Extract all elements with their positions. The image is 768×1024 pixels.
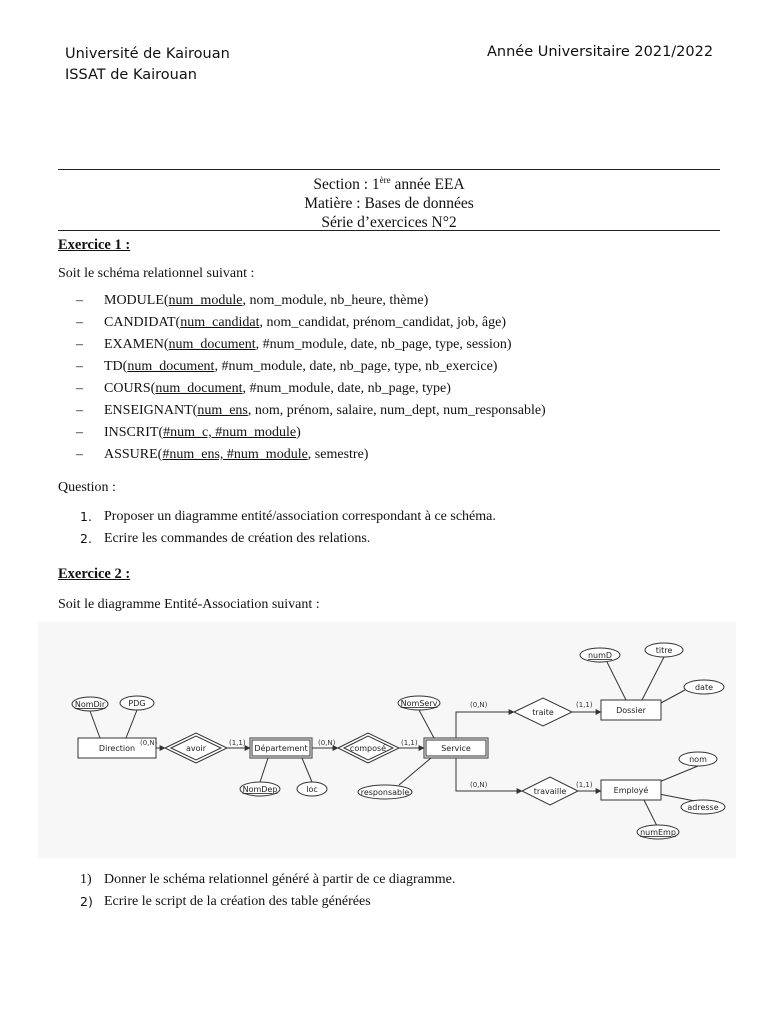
- primary-key: num_module: [168, 293, 243, 308]
- primary-key: num_ens: [197, 403, 248, 418]
- attribute-numd: [580, 648, 620, 662]
- entity-employe: [601, 780, 661, 800]
- exercise2-title: Exercice 2 :: [58, 566, 131, 582]
- list-item: – TD(num_document, #num_module, date, nb_page, type, nb_exercice): [58, 356, 546, 378]
- list-item: – ENSEIGNANT(num_ens, nom, prénom, salaire, num_dept, num_responsable): [58, 400, 546, 422]
- svg-text:loc: loc: [306, 785, 318, 794]
- svg-text:Employé: Employé: [613, 786, 649, 795]
- cardinality-label: (1,1): [576, 701, 593, 709]
- dash-bullet: –: [76, 337, 83, 352]
- list-item: 2) Ecrire le script de la création des table générées: [58, 891, 455, 913]
- question-number: 1.: [80, 509, 92, 524]
- svg-text:responsable: responsable: [360, 788, 410, 797]
- svg-text:NomServ: NomServ: [400, 699, 438, 708]
- question-number: 2.: [80, 531, 92, 546]
- exercise2-intro: Soit le diagramme Entité-Association suivant :: [58, 597, 320, 612]
- list-item: 1) Donner le schéma relationnel généré à partir de ce diagramme.: [58, 869, 455, 891]
- exercise1-title: Exercice 1 :: [58, 237, 131, 253]
- attribute-titre: [645, 643, 683, 657]
- academic-year: Année Universitaire 2021/2022: [487, 44, 714, 60]
- list-item: – COURS(num_document, #num_module, date, nb_page, type): [58, 378, 546, 400]
- svg-text:titre: titre: [655, 646, 673, 655]
- entity-dossier: [601, 700, 661, 720]
- cardinality-label: (1,1): [576, 781, 593, 789]
- title-block: [58, 171, 720, 232]
- list-item: 2. Ecrire les commandes de création des relations.: [58, 528, 496, 550]
- svg-text:numD: numD: [587, 651, 613, 660]
- er-diagram: [38, 622, 736, 858]
- question-number: 2): [80, 894, 93, 909]
- svg-text:nom: nom: [689, 755, 707, 764]
- attribute-nom: [679, 752, 717, 766]
- cardinality-label: (0,N): [318, 739, 336, 747]
- section-line: Section : 1ère année EEA: [313, 175, 465, 194]
- svg-text:Direction: Direction: [98, 744, 136, 753]
- dash-bullet: –: [76, 359, 83, 374]
- relation-list: [58, 290, 546, 466]
- cardinality-label: (0,N): [470, 781, 488, 789]
- attribute-date: [684, 680, 724, 694]
- svg-text:traite: traite: [532, 708, 554, 717]
- top-rule: [58, 169, 720, 170]
- svg-text:Service: Service: [441, 744, 471, 753]
- section-sup: ère: [379, 175, 391, 185]
- attribute-adresse: [681, 800, 725, 814]
- svg-text:composé: composé: [349, 744, 387, 753]
- svg-text:numEmp: numEmp: [640, 828, 676, 837]
- svg-text:avoir: avoir: [185, 744, 207, 753]
- exercise2-questions: [58, 869, 455, 913]
- list-item: 1. Proposer un diagramme entité/association correspondant à ce schéma.: [58, 506, 496, 528]
- association-traite: [514, 698, 572, 726]
- bottom-rule: [58, 230, 720, 231]
- primary-key: num_document: [168, 337, 256, 352]
- institute-name: ISSAT de Kairouan: [65, 67, 197, 83]
- svg-text:PDG: PDG: [128, 699, 146, 708]
- exercise1-questions: [58, 506, 496, 550]
- attribute-nomdep: [240, 782, 280, 796]
- university-name: Université de Kairouan: [65, 46, 230, 62]
- dash-bullet: –: [76, 381, 83, 396]
- series-line: Série d’exercices N°2: [321, 214, 457, 232]
- primary-key: #num_ens, #num_module: [162, 447, 308, 462]
- svg-text:NomDir: NomDir: [74, 700, 106, 709]
- cardinality-label: (0,N): [470, 701, 488, 709]
- primary-key: num_candidat: [180, 315, 260, 330]
- entity-service: [424, 738, 488, 758]
- association-travaille: [522, 777, 578, 805]
- question-label: Question :: [58, 480, 116, 495]
- primary-key: num_document: [155, 381, 243, 396]
- dash-bullet: –: [76, 447, 83, 462]
- attribute-nomdir: [72, 697, 108, 711]
- attribute-loc: [297, 782, 327, 796]
- entity-departement: [250, 738, 312, 758]
- list-item: – EXAMEN(num_document, #num_module, date, nb_page, type, session): [58, 334, 546, 356]
- dash-bullet: –: [76, 315, 83, 330]
- dash-bullet: –: [76, 293, 83, 308]
- subject-line: Matière : Bases de données: [304, 195, 474, 213]
- dash-bullet: –: [76, 425, 83, 440]
- svg-text:adresse: adresse: [687, 803, 719, 812]
- svg-text:Dossier: Dossier: [616, 706, 646, 715]
- list-item: – INSCRIT(#num_c, #num_module): [58, 422, 546, 444]
- association-avoir: [165, 733, 227, 763]
- list-item: – CANDIDAT(num_candidat, nom_candidat, prénom_candidat, job, âge): [58, 312, 546, 334]
- question-number: 1): [80, 872, 92, 887]
- cardinality-label: (0,N): [140, 739, 158, 747]
- svg-text:NomDep: NomDep: [242, 785, 278, 794]
- header-left: [65, 44, 230, 86]
- cardinality-label: (1,1): [229, 739, 246, 747]
- cardinality-label: (1,1): [401, 739, 418, 747]
- list-item: – MODULE(num_module, nom_module, nb_heure, thème): [58, 290, 546, 312]
- attribute-numemp: [637, 825, 679, 839]
- association-compose: [338, 733, 399, 763]
- exercise1-intro: Soit le schéma relationnel suivant :: [58, 266, 255, 281]
- svg-text:date: date: [694, 683, 714, 692]
- svg-text:Département: Département: [254, 744, 308, 753]
- list-item: – ASSURE(#num_ens, #num_module, semestre): [58, 444, 546, 466]
- attribute-pdg: [120, 696, 154, 710]
- primary-key: num_document: [127, 359, 215, 374]
- primary-key: #num_c, #num_module: [163, 425, 297, 440]
- attribute-responsable: [358, 785, 412, 799]
- svg-text:travaille: travaille: [533, 787, 567, 796]
- attribute-nomserv: [398, 696, 440, 710]
- dash-bullet: –: [76, 403, 83, 418]
- er-diagram-svg: [38, 622, 736, 858]
